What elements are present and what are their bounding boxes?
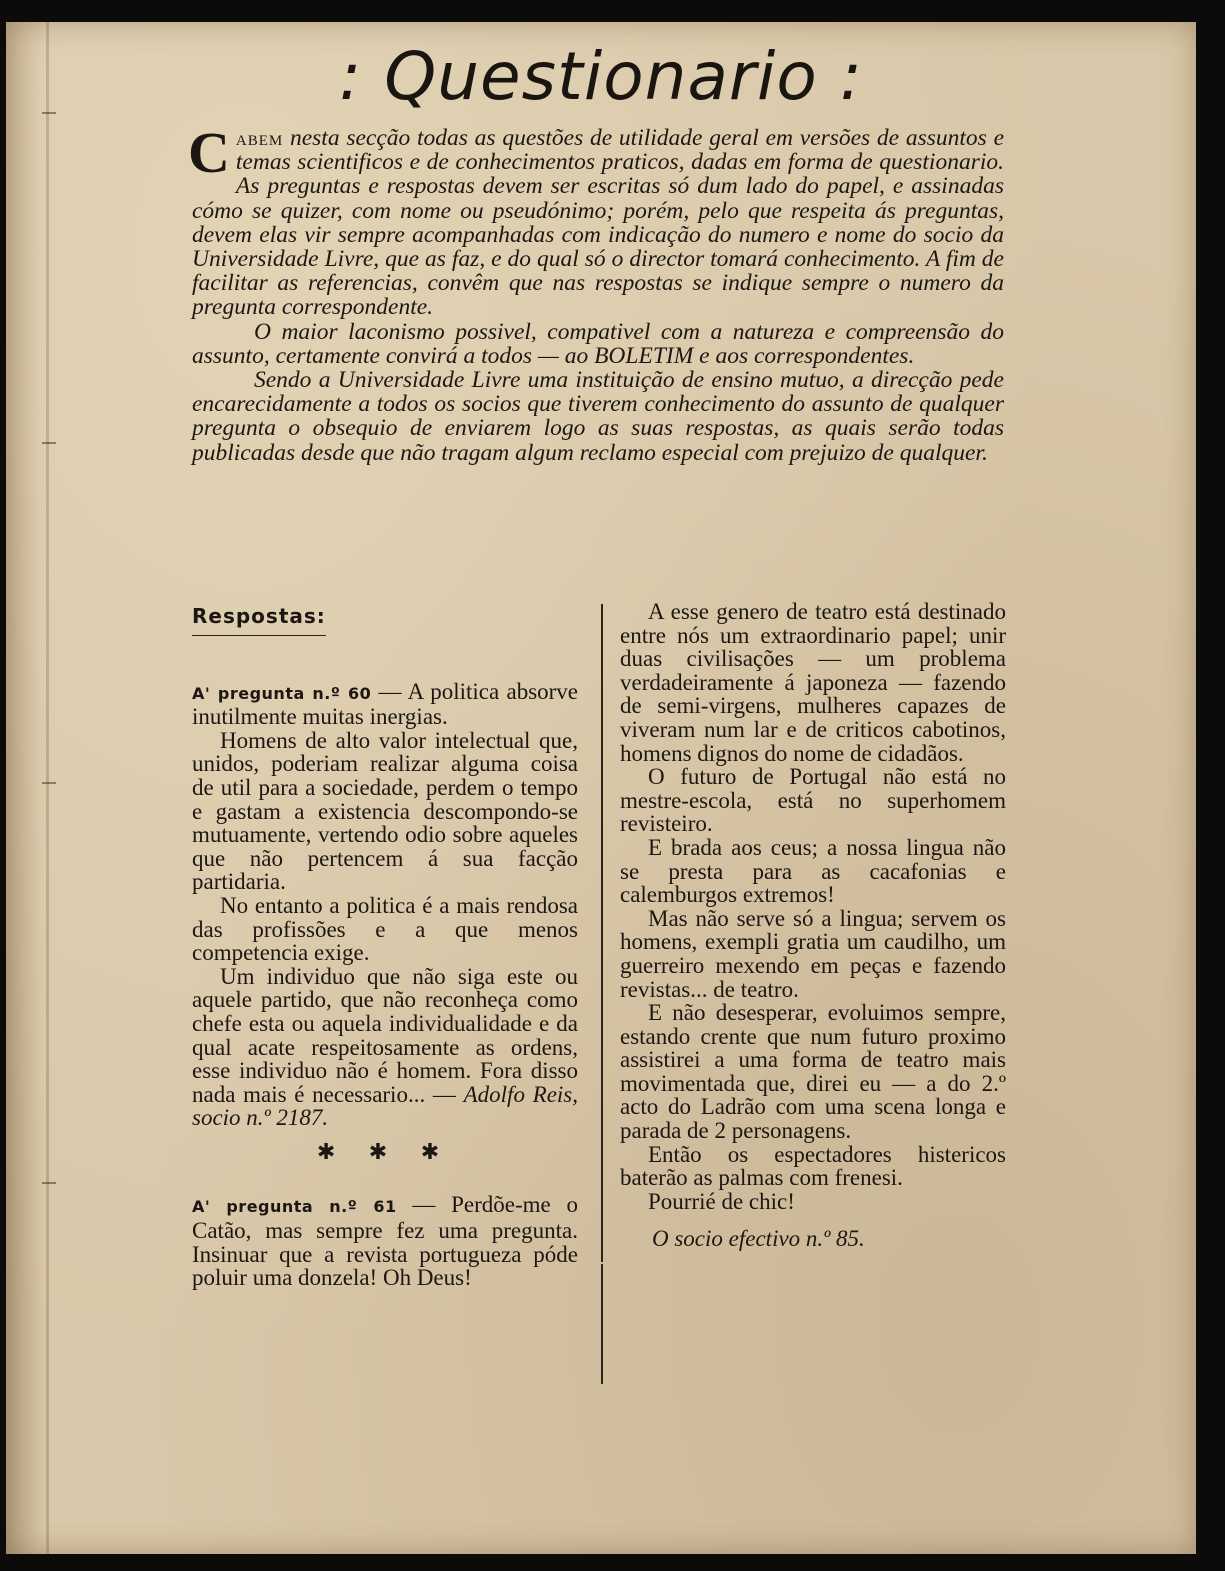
answer-61-paragraph	[192, 1193, 578, 1289]
right-column	[620, 600, 1006, 1251]
question-label: A' pregunta n.º 60	[192, 683, 372, 703]
answer-text: — Perdõe-me o Catão, mas sempre fez uma pregunta. Insinuar que a revista portugueza póde poluir uma donzela! Oh Deus!	[192, 1192, 578, 1291]
answer-61-paragraph: E brada aos ceus; a nossa lingua não se presta para as cacafonias e calemburgos extremos!	[620, 834, 1006, 908]
question-label: A' pregunta n.º 61	[192, 1197, 397, 1217]
edge-mark	[42, 442, 56, 444]
answer-61-paragraph: E não desesperar, evoluimos sempre, estando crente que num futuro proximo assistirei a uma forma de teatro mais movimentada que, direi eu — a do 2.º acto do Ladrão com uma scena longa e parada de 2 personagens.	[620, 1000, 1006, 1144]
answer-text: Um individuo que não siga este ou aquele partido, que não reconheça como chefe esta ou aquela individualidade e da qual acate respeitosamente as ordens, esse individuo não é homem. Fora disso nada mais é necessario... —	[192, 963, 578, 1107]
edge-mark	[42, 1182, 56, 1184]
lead-word: abem	[235, 126, 284, 150]
answer-61-paragraph: O futuro de Portugal não está no mestre-escola, está no superhomem revisteiro.	[620, 764, 1006, 837]
section-heading: Respostas:	[192, 605, 326, 636]
intro-p1-text: nesta secção todas as questões de utilidade geral em versões de assuntos e temas scientificos e de conhecimentos praticos, dadas em forma de questionario. As preguntas e respostas devem ser escritas só dum lado do papel, e assinadas cómo se quizer, com nome ou pseudónimo; porém, pelo que respeita ás preguntas, devem elas vir sempre acompanhadas com indicação do numero e nome do socio da Universidade Livre, que as faz, e do qual só o director tomará conhecimento. A fim de facilitar as referencias, convêm que nas respostas se indique sempre o numero da pregunta correspondente.	[192, 125, 1004, 321]
answer-60-paragraph: No entanto a politica é a mais rendosa das profissões e a que menos competencia exige.	[192, 892, 578, 966]
signature: O socio efectivo n.º 85.	[652, 1226, 865, 1252]
intro-paragraph-2: O maior laconismo possivel, compativel com a natureza e compreensão do assunto, certamente convirá a todos — ao BOLETIM e aos correspondentes.	[192, 318, 1004, 369]
binding-edge	[46, 22, 49, 1554]
answer-60-paragraph	[192, 680, 578, 729]
column-divider	[601, 604, 603, 1262]
answer-60-paragraph	[192, 965, 578, 1130]
dropcap: C	[188, 120, 230, 185]
answer-60-paragraph: Homens de alto valor intelectual que, unidos, poderiam realizar alguma coisa de util para a sociedade, perdem o tempo e gastam a existencia descompondo-se mutuamente, vertendo odio sobre aqueles que não pertencem á sua facção partidaria.	[192, 727, 578, 895]
page-title: : Questionario :	[339, 38, 863, 115]
answer-61-paragraph: Mas não serve só a lingua; servem os homens, exempli gratia um caudilho, um guerreiro mexendo em peças e fazendo revistas... de teatro.	[620, 905, 1006, 1002]
left-column	[192, 604, 578, 1290]
answer-text: — A politica absorve inutilmente muitas inergias.	[192, 678, 579, 730]
edge-mark	[42, 782, 56, 784]
intro-paragraph-3: Sendo a Universidade Livre uma instituição de ensino mutuo, a direcção pede encarecidamente a todos os socios que tiverem conhecimento do assunto de qualquer pregunta o obsequio de enviarem logo as suas respostas, as quais serão todas publicadas desde que não tragam algum reclamo especial com prejuizo de qualquer.	[192, 367, 1004, 466]
spacer	[192, 642, 578, 680]
column-divider	[601, 1264, 603, 1384]
intro-paragraph-1	[188, 120, 1004, 321]
answer-61-paragraph: A esse genero de teatro está destinado entre nós um extraordinario papel; unir duas civilisações — um problema verdadeiramente á japoneza — fazendo de semi-virgens, mulheres capazes de viveram num lar e de criticos cabotinos, homens dignos do nome de cidadãos.	[620, 599, 1006, 766]
answer-61-paragraph: Pourrié de chic!	[648, 1188, 795, 1214]
intro-text	[188, 120, 1004, 466]
asterism-divider: ✱ ✱ ✱	[316, 1138, 454, 1164]
answer-61-paragraph: Então os espectadores histericos baterão as palmas com frenesi.	[620, 1141, 1006, 1191]
signature: Adolfo Reis, socio n.º 2187.	[192, 1081, 578, 1131]
page-sheet	[6, 22, 1196, 1554]
